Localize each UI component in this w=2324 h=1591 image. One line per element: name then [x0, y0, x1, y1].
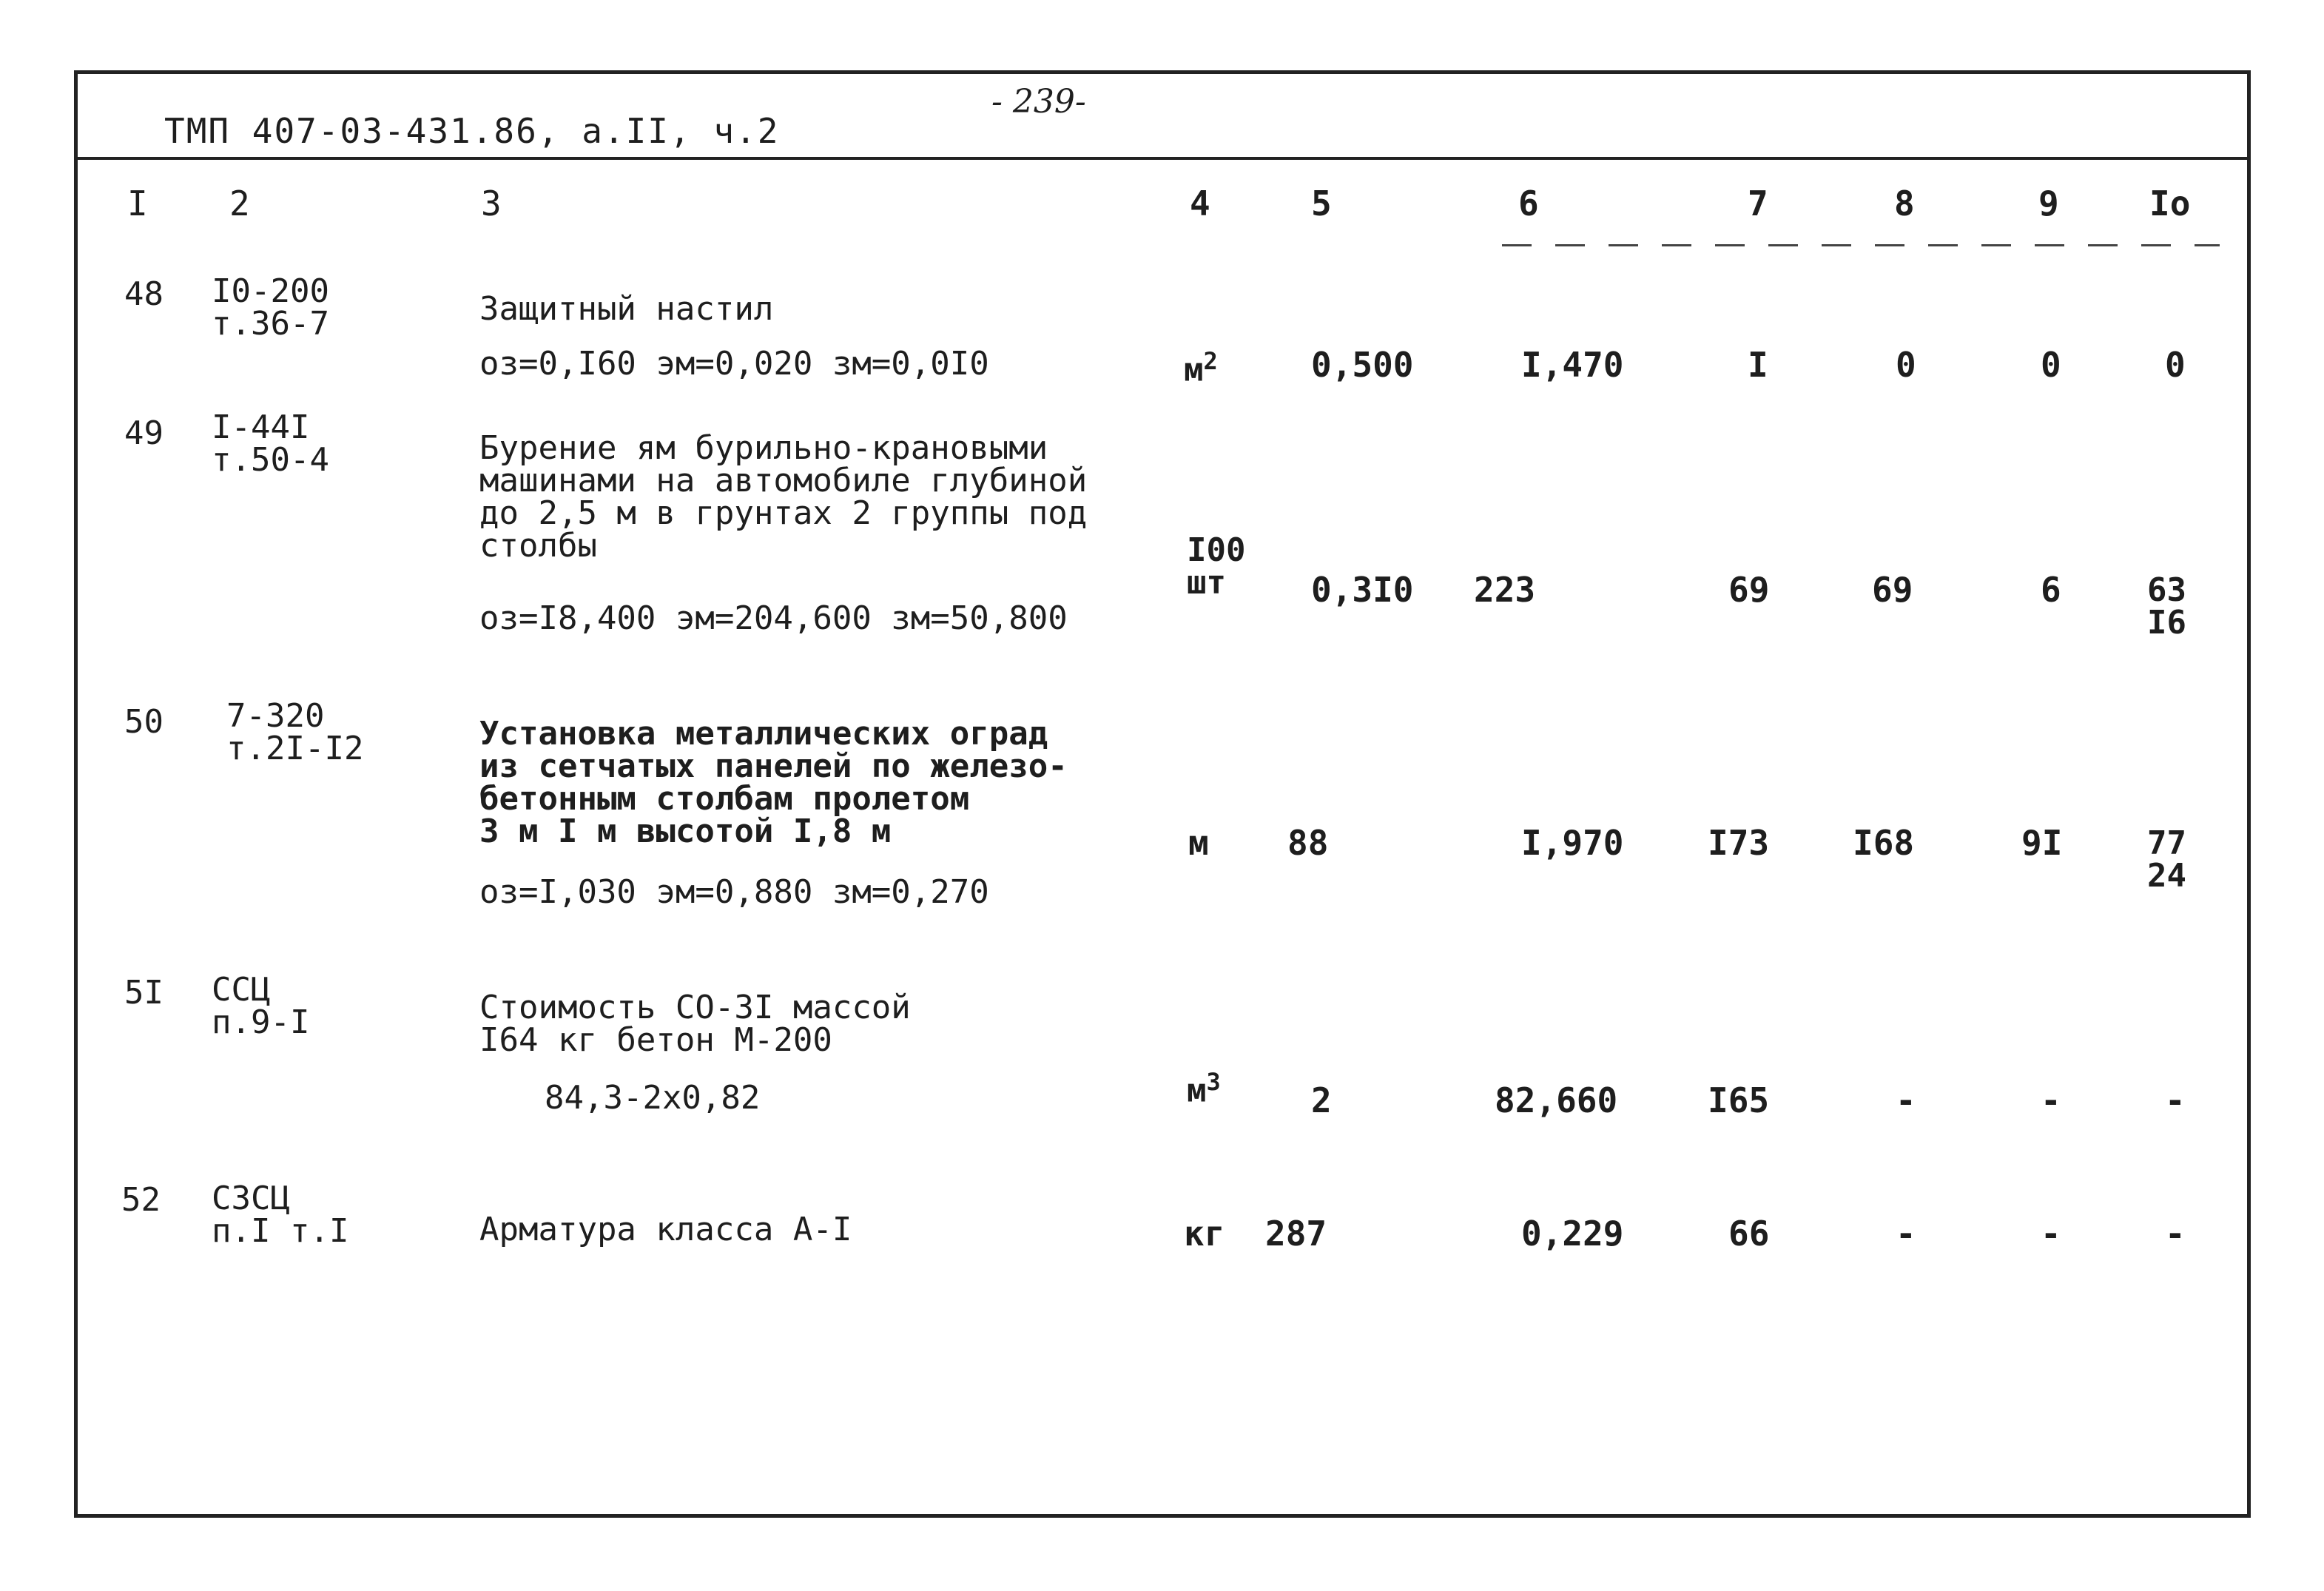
col-header-10: Io — [2149, 184, 2191, 223]
row-code: I0-200 т.36-7 — [212, 272, 329, 343]
row-number: 52 — [121, 1181, 161, 1219]
row-code: СЗСЦ п.I т.I — [212, 1180, 349, 1250]
row-col7: I65 — [1708, 1080, 1770, 1120]
row-norms: оз=I,030 эм=0,880 зм=0,270 — [479, 873, 989, 911]
row-col7: I73 — [1708, 823, 1770, 863]
row-col8: 69 — [1872, 570, 1913, 610]
row-unit: $м^2$ — [1184, 347, 1218, 389]
row-unit: кг — [1184, 1214, 1225, 1254]
row-col9: - — [2041, 1214, 2061, 1254]
row-col8: 0 — [1896, 345, 1916, 385]
row-col5: 88 — [1287, 823, 1329, 863]
row-col5: 0,500 — [1311, 345, 1414, 385]
row-description: Арматура класса А-I — [479, 1211, 852, 1248]
row-description: Защитный настил — [479, 290, 774, 328]
document-code: ТМП 407-03-431.86, а.II, ч.2 — [164, 111, 780, 151]
row-col10: 77 24 — [2147, 824, 2186, 895]
row-number: 5I — [124, 974, 164, 1012]
row-col9: - — [2041, 1080, 2061, 1120]
row-description: Стоимость СО-3I массой I64 кг бетон М-200 — [479, 989, 911, 1059]
row-col7: I — [1748, 345, 1768, 385]
row-code: ССЦ п.9-I — [212, 971, 310, 1041]
page-number: - 239- — [991, 83, 1086, 121]
row-col8: - — [1896, 1214, 1916, 1254]
col-header-1: I — [127, 184, 148, 223]
row-col6: 0,229 — [1521, 1214, 1624, 1254]
row-col6: 223 — [1474, 570, 1536, 610]
row-col5: 2 — [1311, 1080, 1332, 1120]
row-col9: 0 — [2041, 345, 2061, 385]
row-description: Бурение ям бурильно-крановыми машинами на автомобиле глубиной до 2,5 м в грунтах 2 группы под столбы — [479, 429, 1088, 565]
row-col6: I,970 — [1521, 823, 1624, 863]
row-norms: оз=0,I60 эм=0,020 зм=0,0I0 — [479, 345, 989, 383]
row-col10: - — [2165, 1214, 2186, 1254]
col-header-8: 8 — [1894, 184, 1915, 223]
row-col6: I,470 — [1521, 345, 1624, 385]
col-header-2: 2 — [229, 184, 250, 223]
col-header-5: 5 — [1311, 184, 1332, 223]
row-col8: - — [1896, 1080, 1916, 1120]
row-col9: 6 — [2041, 570, 2061, 610]
row-norms: оз=I8,400 эм=204,600 зм=50,800 — [479, 599, 1068, 637]
row-code: 7-320 т.2I-I2 — [226, 697, 364, 767]
header-divider — [74, 157, 2251, 160]
col-header-3: 3 — [481, 184, 502, 223]
column-header-underline — [1502, 244, 2220, 246]
row-col5: 287 — [1265, 1214, 1327, 1254]
col-header-4: 4 — [1190, 184, 1210, 223]
row-unit: I00 шт — [1187, 531, 1246, 602]
row-unit: м — [1188, 823, 1209, 863]
row-description: Установка металлических оград из сетчатых панелей по железо- бетонным столбам пролетом 3 м I м высотой I,8 м — [479, 715, 1068, 850]
row-number: 49 — [124, 414, 164, 452]
col-header-6: 6 — [1518, 184, 1539, 223]
row-unit: $м^3$ — [1187, 1068, 1221, 1110]
row-col7: 69 — [1728, 570, 1770, 610]
row-code: I-44I т.50-4 — [212, 408, 329, 479]
row-col10: - — [2165, 1080, 2186, 1120]
row-col9: 9I — [2021, 823, 2063, 863]
row-col6: 82,660 — [1495, 1080, 1618, 1120]
row-col5: 0,3I0 — [1311, 570, 1414, 610]
col-header-7: 7 — [1748, 184, 1768, 223]
row-col7: 66 — [1728, 1214, 1770, 1254]
row-norms: 84,3-2х0,82 — [545, 1079, 761, 1117]
row-col10: 0 — [2165, 345, 2186, 385]
row-col10: 63 I6 — [2147, 571, 2186, 642]
row-number: 50 — [124, 703, 164, 741]
page-frame — [74, 70, 2251, 1518]
row-col8: I68 — [1853, 823, 1915, 863]
row-number: 48 — [124, 275, 164, 313]
col-header-9: 9 — [2038, 184, 2059, 223]
